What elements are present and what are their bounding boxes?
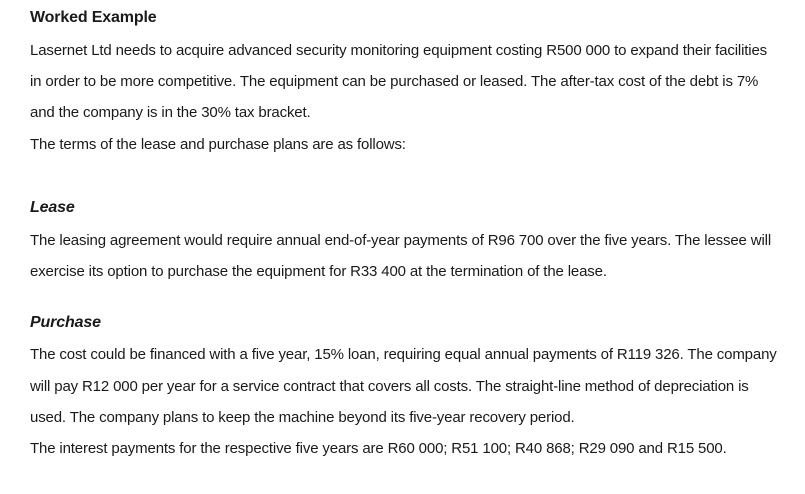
- intro-line-2: in order to be more competitive. The equipment can be purchased or leased. The after-tax cost of the debt is 7%: [30, 73, 759, 90]
- intro-line-3: and the company is in the 30% tax bracket.: [30, 104, 311, 121]
- lease-heading: Lease: [30, 199, 75, 216]
- document-title: Worked Example: [30, 9, 157, 26]
- lease-line-1: The leasing agreement would require annual end-of-year payments of R96 700 over the five years. The lessee will: [30, 232, 771, 249]
- purchase-line-2: will pay R12 000 per year for a service contract that covers all costs. The straight-line method of depreciation is: [30, 378, 749, 395]
- purchase-line-4: The interest payments for the respective five years are R60 000; R51 100; R40 868; R29 090 and R15 500.: [30, 440, 727, 457]
- intro-line-1: Lasernet Ltd needs to acquire advanced security monitoring equipment costing R500 000 to expand their facilities: [30, 42, 767, 59]
- purchase-line-1: The cost could be financed with a five year, 15% loan, requiring equal annual payments of R119 326. The company: [30, 346, 777, 363]
- purchase-line-3: used. The company plans to keep the machine beyond its five-year recovery period.: [30, 409, 575, 426]
- lease-line-2: exercise its option to purchase the equipment for R33 400 at the termination of the lease.: [30, 263, 607, 280]
- intro-line-4: The terms of the lease and purchase plans are as follows:: [30, 136, 406, 153]
- purchase-heading: Purchase: [30, 314, 101, 331]
